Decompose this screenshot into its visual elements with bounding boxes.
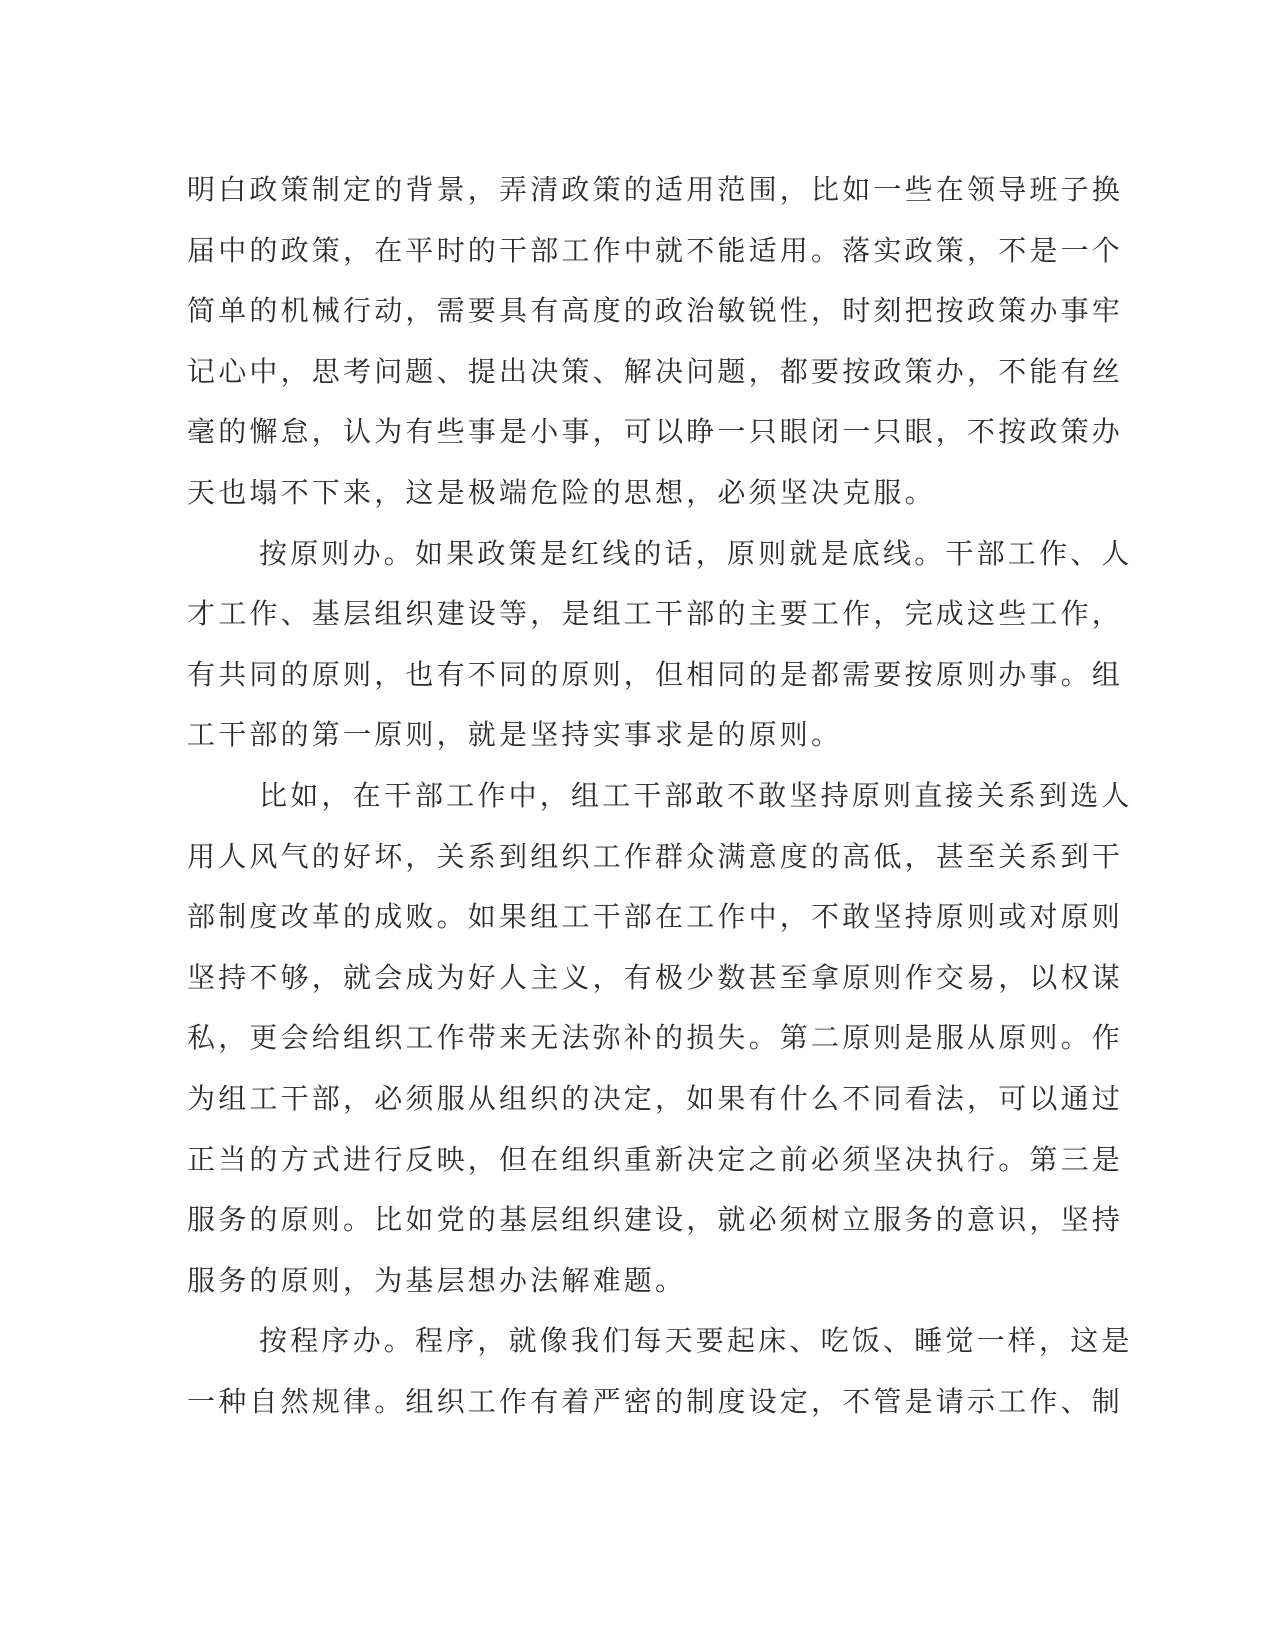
text-line: 服务的原则。比如党的基层组织建设，就必须树立服务的意识，坚持 (187, 1203, 1124, 1237)
text-line: 私，更会给组织工作带来无法弥补的损失。第二原则是服从原则。作 (187, 1021, 1124, 1055)
text-line: 正当的方式进行反映，但在组织重新决定之前必须坚决执行。第三是 (187, 1142, 1124, 1176)
text-line: 天也塌不下来，这是极端危险的思想，必须坚决克服。 (187, 475, 936, 509)
text-line: 服务的原则，为基层想办法解难题。 (187, 1263, 687, 1297)
text-line: 工干部的第一原则，就是坚持实事求是的原则。 (187, 718, 843, 752)
text-line: 按程序办。程序，就像我们每天要起床、吃饭、睡觉一样，这是 (259, 1324, 1133, 1358)
text-line: 届中的政策，在平时的干部工作中就不能适用。落实政策，不是一个 (187, 233, 1124, 267)
text-line: 才工作、基层组织建设等，是组工干部的主要工作，完成这些工作， (187, 597, 1124, 631)
text-line: 按原则办。如果政策是红线的话，原则就是底线。干部工作、人 (259, 536, 1133, 570)
text-line: 简单的机械行动，需要具有高度的政治敏锐性，时刻把按政策办事牢 (187, 294, 1124, 328)
text-line: 为组工干部，必须服从组织的决定，如果有什么不同看法，可以通过 (187, 1081, 1124, 1115)
text-line: 记心中，思考问题、提出决策、解决问题，都要按政策办，不能有丝 (187, 354, 1124, 388)
text-line: 用人风气的好坏，关系到组织工作群众满意度的高低，甚至关系到干 (187, 839, 1124, 873)
text-line: 有共同的原则，也有不同的原则，但相同的是都需要按原则办事。组 (187, 657, 1124, 691)
text-line: 一种自然规律。组织工作有着严密的制度设定，不管是请示工作、制 (187, 1384, 1124, 1418)
text-line: 部制度改革的成败。如果组工干部在工作中，不敢坚持原则或对原则 (187, 900, 1124, 934)
text-line: 毫的懈怠，认为有些事是小事，可以睁一只眼闭一只眼，不按政策办 (187, 415, 1124, 449)
text-line: 比如，在干部工作中，组工干部敢不敢坚持原则直接关系到选人 (259, 778, 1133, 812)
text-line: 坚持不够，就会成为好人主义，有极少数甚至拿原则作交易，以权谋 (187, 960, 1124, 994)
text-line: 明白政策制定的背景，弄清政策的适用范围，比如一些在领导班子换 (187, 173, 1124, 206)
document-body (187, 160, 1133, 1432)
